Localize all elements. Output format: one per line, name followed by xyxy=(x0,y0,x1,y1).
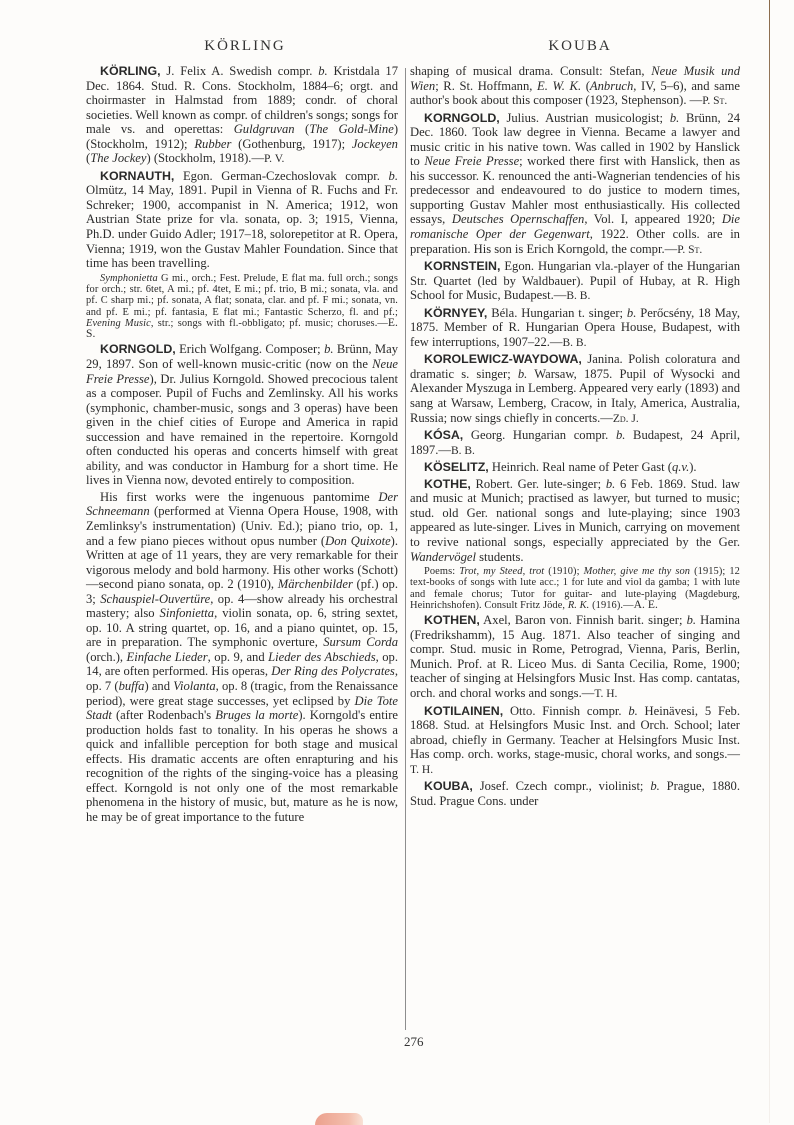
entry-text: , Vol. I, appeared 1920; xyxy=(584,212,722,227)
dictionary-entry xyxy=(410,613,740,701)
dictionary-entry xyxy=(410,477,740,564)
entry-text: Axel, Baron von. Finnish barit. singer; xyxy=(479,613,687,628)
italic-title: b. xyxy=(650,779,660,794)
italic-title: Die Tote Stadt xyxy=(86,693,398,723)
page-number: 276 xyxy=(404,1034,424,1049)
running-head-left: KÖRLING xyxy=(204,38,286,54)
italic-title: Mother, give me thy son xyxy=(583,566,691,578)
entry-text: shaping of musical drama. Consult: Stefan, xyxy=(410,64,652,78)
dictionary-entry xyxy=(410,460,740,475)
italic-title: Bruges la morte xyxy=(215,708,299,723)
entry-text: (Gothenburg, 1917); xyxy=(231,136,352,151)
entry-text: Egon. German-Czechoslovak compr. xyxy=(174,168,389,183)
entry-headword: KOUBA, xyxy=(424,779,473,794)
entry-text: (after Rodenbach's xyxy=(111,708,216,723)
contributor-signature: P. St. xyxy=(702,95,728,108)
italic-title: Die romanische Oper der Gegenwart xyxy=(410,212,740,242)
entry-text: ). Written at age of 11 years, they are very remarkable for their vigorous melody and bold harmony. His other works (Schott)—second piano sonata, op. 2 (1910), xyxy=(86,533,398,592)
entry-text: ). xyxy=(689,460,697,475)
dictionary-entry xyxy=(410,779,740,808)
italic-title: Guldgruvan xyxy=(233,122,295,137)
contributor-signature: B. B. xyxy=(566,290,591,303)
entry-text: His first works were the ingenuous pantomime xyxy=(100,489,379,504)
entry-paragraph xyxy=(410,64,740,109)
entry-text: J. Felix A. Swedish compr. xyxy=(160,64,319,78)
contributor-signature: Zd. J. xyxy=(612,412,639,425)
entry-text: , op. 4—show already his orchestral mastery; also xyxy=(86,591,399,621)
entry-headword: KORNGOLD, xyxy=(424,110,500,125)
entry-headword: KORNAUTH, xyxy=(100,168,175,183)
italic-title: q.v. xyxy=(671,460,690,475)
entry-text: ) (Stockholm, 1918).— xyxy=(146,151,265,166)
entry-text: ), Dr. Julius Korngold. Showed precocious talent as a composer. Pupil of Fuchs and Zemlinsky. All his works (symphonic, chamber-music, songs and 3 operas) have been given in the chief cities of Europe and America in rapid succession and have remained in the repertoire. Korngold often conducted his operas and concerts himself with great ability, and was conductor in Hamburg for a short time. He lives in Vienna now, devoted entirely to composition. xyxy=(86,371,398,488)
entry-text: , violin sonata, op. 6, string sextet, op. 10. A string quartet, op. 16, and a piano quintet, op. 15, are in preparation. The symphonic overture, xyxy=(86,606,398,650)
contributor-signature: P. St. xyxy=(677,243,703,256)
entry-text: ; R. St. Hoffmann, xyxy=(435,78,538,93)
dictionary-entry xyxy=(410,704,740,778)
italic-title: E. W. K. xyxy=(537,78,582,93)
italic-title: b. xyxy=(517,366,528,381)
entry-text: , IV, 5–6), and same author's book about this composer (1923, Stephenson). — xyxy=(410,78,740,108)
entry-headword: KOTHE, xyxy=(424,476,471,491)
contributor-signature: B. B. xyxy=(562,336,587,349)
italic-title: b. xyxy=(686,613,697,628)
entry-headword: KÖSELITZ, xyxy=(424,460,489,475)
italic-title: Märchenbilder xyxy=(277,577,353,592)
italic-title: Lieder des Abschieds xyxy=(268,649,376,664)
entry-headword: KORNGOLD, xyxy=(100,342,176,357)
dictionary-entry xyxy=(410,352,740,426)
dictionary-entry xyxy=(410,111,740,257)
entry-headword: KÖRLING, xyxy=(100,64,161,78)
dictionary-entry xyxy=(410,428,740,458)
entry-text: (1910); xyxy=(544,566,584,578)
entry-text: ) and xyxy=(144,679,174,694)
contributor-signature: T. H. xyxy=(594,687,618,700)
italic-title: Sursum Corda xyxy=(323,635,398,650)
entry-text: Brünn, 24 Dec. 1860. Took law degree in Vienna. Became a lawyer and music critic in his native town. Was called in 1902 by Hanslick to xyxy=(410,110,740,169)
entry-text: students. xyxy=(476,549,524,564)
entry-headword: KORNSTEIN, xyxy=(424,259,501,274)
entry-text: (orch.), xyxy=(86,649,127,664)
entry-text: Julius. Austrian musicologist; xyxy=(499,110,670,125)
contributor-signature: A. E. xyxy=(633,598,659,611)
right-column xyxy=(410,64,740,810)
entry-text: , op. 7 ( xyxy=(86,664,398,694)
italic-title: Wandervögel xyxy=(410,549,476,564)
entry-text: (pf.) op. 3; xyxy=(86,577,398,606)
entry-text: Robert. Ger. lute-singer; xyxy=(470,476,606,491)
italic-title: Rubber xyxy=(194,136,232,151)
dictionary-entry xyxy=(410,306,740,351)
italic-title: Neue Musik und Wien xyxy=(410,64,740,93)
italic-title: Neue Freie Presse xyxy=(86,356,398,386)
entry-text: G mi., orch.; Fest. Prelude, E flat ma. full orch.; songs for orch.; str. 6tet, A mi.; pf. 4tet, E mi.; pf. trio, B mi.; sonata, vla. and pf. C sharp mi.; pf. sonata, A flat; sonata, clar. and pf. F mi.; sonata, vn. and pf. E mi.; pf. fantasia, E flat mi.; Fantastic Scherzo, fl. and pf.; xyxy=(86,272,398,318)
italic-title: Neue Freie Presse xyxy=(424,154,520,169)
italic-title: buffa xyxy=(118,679,145,694)
contributor-signature: T. H. xyxy=(410,763,434,776)
entry-text: 6 Feb. 1869. Stud. law and music at Munich; practised as lawyer, but turned to music; stud. old Ger. national songs and lute-playing; since 1903 appeared as lute-singer. Lives in Munich, carrying on movement to revive national songs, especially appreciated by the Ger. xyxy=(410,476,740,549)
entry-text: Perőcsény, 18 May, 1875. Member of R. Hungarian Opera House, Budapest, with few interruptions, 1907–22.— xyxy=(410,305,740,349)
italic-title: b. xyxy=(605,476,616,491)
entry-text: ( xyxy=(294,122,310,137)
entry-text: Josef. Czech compr., violinist; xyxy=(472,779,651,794)
dictionary-entry xyxy=(86,342,398,487)
italic-title: Don Quixote xyxy=(325,533,391,548)
column-rule xyxy=(405,68,406,1030)
entry-text: Olmütz, 14 May, 1891. Pupil in Vienna of R. Fuchs and Fr. Schreker; 1900, accompanist in N. America; 1912, won Austrian State prize for vla. sonata, op. 3; 1915, Vienna, Ph.D. under Guido Adler; 1917–18, solorepetitor at R. Opera, Vienna; 1919, won the Gustav Mahler Foundation. Since that time has been travelling. xyxy=(86,183,398,271)
italic-title: Violanta xyxy=(173,679,216,694)
italic-title: Evening Music xyxy=(86,317,151,329)
entry-text: Egon. Hungarian vla.-player of the Hungarian Str. Quartet (led by Waldbauer). Pupil of Hubay, at R. High School for Music, Budapest.— xyxy=(410,259,740,303)
dictionary-entry xyxy=(86,169,398,271)
running-head-right: KOUBA xyxy=(548,38,612,54)
entry-text: Heinävesi, 5 Feb. 1868. Stud. at Helsingfors Music Inst. and Orch. School; later abroad, chiefly in Germany. Teacher at Helsingfors Music Inst. Has comp. orch. works, stage-music, choral works, and songs.— xyxy=(410,703,740,762)
entry-text: Hamina (Fredrikshamm), 15 Aug. 1871. Also teacher of singing and compr. Stud. music in Rome, Petrograd, Vienna, Paris, Berlin, Munich. Prof. at R. Liceo Mus. di Santa Cecilia, Rome, 1900; teacher of singing at Helsingfors Music Inst. Has comp. cantatas, orch. and choral works and songs.— xyxy=(410,613,741,700)
italic-title: Trot, my Steed, trot xyxy=(459,566,545,578)
italic-title: b. xyxy=(324,342,334,357)
page-edge xyxy=(769,0,770,1123)
entry-text: Budapest, 24 April, 1897.— xyxy=(410,428,740,457)
italic-title: The Gold-Mine xyxy=(309,122,394,137)
entry-text: ). Korngold's entire production holds fast to tonality. In his operas he shows a quick and infallible perception for both stage and musical effects. His dramatic accents are often enrapturing and his recognition of the rights of the singing-voice has a pleasing effect. Korngold is not only one of the most remarkable phenomena in the history of music, but, mature as he is now, he may be of great importance to the future xyxy=(86,708,398,824)
entry-text: (performed at Vienna Opera House, 1908, with Zemlinksy's instrumentation) (Univ. Ed.); piano trio, op. 1, and a few piano pieces without opus number ( xyxy=(86,504,398,548)
entry-text: (1915); 12 text-books of songs with lute acc.; 1 for lute and viol da gamba; 1 with lute and female chorus; Tutor for guitar- and lute-playing (Magdeburg, Heinrichshofen). Consult Fritz Jöde, xyxy=(410,566,740,611)
entry-text: ) (Stockholm, 1912); xyxy=(86,122,399,151)
entry-headword: KÖRNYEY, xyxy=(424,305,488,320)
italic-title: b. xyxy=(626,305,637,320)
entry-text: Janina. Polish coloratura and dramatic s. singer; xyxy=(410,352,740,381)
entry-text: , 1922. Other colls. are in preparation. His son is Erich Korngold, the compr.— xyxy=(410,227,740,256)
entry-text: ; worked there first with Hanslick, then as his successor. K. renounced the anti-Wagnerian tendencies of his predecessor and endeavoured to do justice to modern times, supporting Gustav Mahler most enthusiastically. His collected essays, xyxy=(410,154,740,227)
italic-title: Symphonietta xyxy=(100,272,158,284)
entry-text: ( xyxy=(86,151,91,166)
italic-title: Der Schneemann xyxy=(86,489,398,519)
paper-stain xyxy=(315,1113,363,1125)
italic-title: Einfache Lieder xyxy=(126,649,208,664)
dictionary-entry xyxy=(86,64,398,167)
contributor-signature: E. S. xyxy=(86,316,398,341)
dictionary-entry xyxy=(410,259,740,304)
entry-text: (1916).— xyxy=(589,599,634,611)
entry-text: Brünn, May 29, 1897. Son of well-known music-critic (now on the xyxy=(86,342,398,371)
italic-title: b. xyxy=(388,168,398,183)
italic-title: b. xyxy=(615,428,626,443)
entry-text: Heinrich. Real name of Peter Gast ( xyxy=(488,460,672,475)
entry-text: , op. 14, are often performed. His operas, xyxy=(86,649,398,679)
entry-text: Prague, 1880. Stud. Prague Cons. under xyxy=(410,779,740,808)
entry-headword: KOTHEN, xyxy=(424,613,480,628)
entry-text: , op. 8 (tragic, from the Renaissance period), were great stage successes, yet eclipsed by xyxy=(86,679,398,708)
entry-text: Kristdala 17 Dec. 1864. Stud. R. Cons. Stockholm, 1884–6; orgt. and choirmaster in Halmstad from 1889; condr. of choral societies. Well known as compr. of children's songs; songs for male vs. and operettas: xyxy=(86,64,398,137)
italic-title: Sinfonietta xyxy=(159,606,215,621)
italic-title: The Jockey xyxy=(90,151,147,166)
entry-text: Otto. Finnish compr. xyxy=(503,703,629,718)
left-column xyxy=(86,64,398,826)
entry-paragraph xyxy=(86,490,398,825)
entry-text: Poems: xyxy=(424,566,460,578)
contributor-signature: P. V. xyxy=(264,153,285,166)
entry-text: Erich Wolfgang. Composer; xyxy=(175,342,325,357)
entry-text: Warsaw, 1875. Pupil of Wysocki and Alexander Myszuga in Lemberg. Appeared very early (1893) and sang at Warsaw, Lemberg, Cracow, in Italy, America, Australia, Russia; now sings chiefly in concerts.— xyxy=(410,366,740,425)
entry-headword: KOTILAINEN, xyxy=(424,703,504,718)
italic-title: b. xyxy=(628,703,638,718)
works-list xyxy=(410,566,740,611)
italic-title: Der Ring des Polycrates xyxy=(271,664,395,679)
italic-title: Schauspiel-Ouvertüre xyxy=(100,591,211,606)
italic-title: Jockeyen xyxy=(351,136,398,151)
italic-title: Anbruch xyxy=(589,78,634,93)
italic-title: R. K. xyxy=(567,599,590,611)
works-list xyxy=(86,273,398,341)
entry-text: Béla. Hungarian t. singer; xyxy=(487,305,627,320)
entry-headword: KÓSA, xyxy=(424,428,464,443)
italic-title: b. xyxy=(318,64,328,78)
entry-headword: KOROLEWICZ-WAYDOWA, xyxy=(424,352,582,367)
entry-text: , str.; songs with fl.-obbligato; pf. music; choruses.— xyxy=(150,317,388,329)
italic-title: b. xyxy=(669,110,680,125)
entry-text: , op. 9, and xyxy=(207,649,269,664)
contributor-signature: B. B. xyxy=(450,444,475,457)
entry-text: Georg. Hungarian compr. xyxy=(463,428,616,443)
italic-title: Deutsches Opernschaffen xyxy=(451,212,585,227)
entry-text: ( xyxy=(581,78,590,93)
